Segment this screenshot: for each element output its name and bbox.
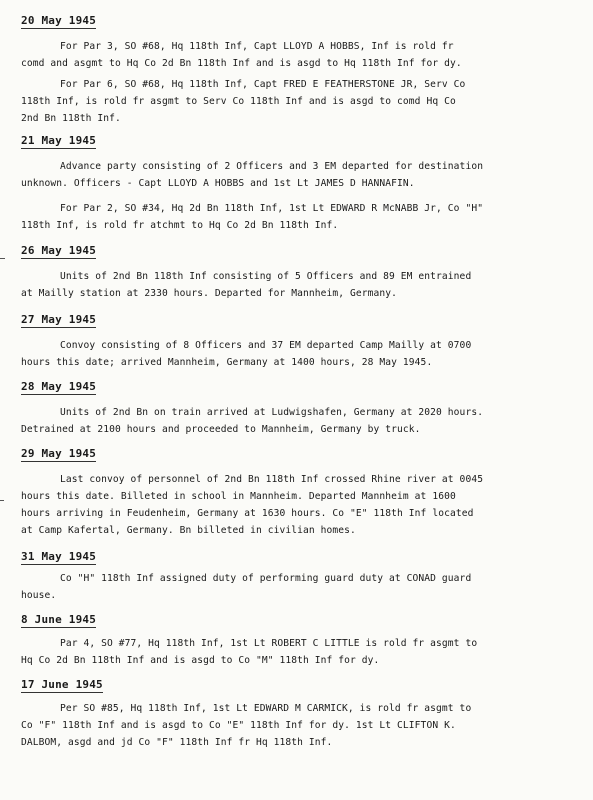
- paragraph-line: at Mailly station at 2330 hours. Departed for Mannheim, Germany.: [21, 288, 398, 299]
- scan-mark: [0, 500, 4, 501]
- entry-date: 20 May 1945: [21, 14, 97, 27]
- paragraph-line: hours this date. Billeted in school in Mannheim. Departed Mannheim at 1600: [21, 491, 456, 502]
- paragraph-line: comd and asgmt to Hq Co 2d Bn 118th Inf and is asgd to Hq 118th Inf for dy.: [21, 58, 462, 69]
- entry-date: 17 June 1945: [21, 678, 103, 691]
- entry-paragraph: [21, 158, 576, 192]
- entry-paragraph: [21, 635, 576, 669]
- paragraph-line: hours this date; arrived Mannheim, Germany at 1400 hours, 28 May 1945.: [21, 357, 433, 368]
- entry-date: 31 May 1945: [21, 550, 97, 563]
- paragraph-line: DALBOM, asgd and jd Co "F" 118th Inf fr Hq 118th Inf.: [21, 737, 333, 748]
- entry-date: 21 May 1945: [21, 134, 97, 147]
- entry-paragraph: [21, 471, 576, 539]
- paragraph-line: Units of 2nd Bn 118th Inf consisting of 5 Officers and 89 EM entrained: [60, 271, 472, 282]
- paragraph-line: Last convoy of personnel of 2nd Bn 118th Inf crossed Rhine river at 0045: [60, 474, 484, 485]
- entry-paragraph: [21, 200, 576, 234]
- paragraph-line: For Par 3, SO #68, Hq 118th Inf, Capt LLOYD A HOBBS, Inf is rold fr: [60, 41, 454, 52]
- paragraph-line: 118th Inf, is rold fr asgmt to Serv Co 118th Inf and is asgd to comd Hq Co: [21, 96, 456, 107]
- paragraph-line: Par 4, SO #77, Hq 118th Inf, 1st Lt ROBERT C LITTLE is rold fr asgmt to: [60, 638, 478, 649]
- paragraph-line: For Par 2, SO #34, Hq 2d Bn 118th Inf, 1st Lt EDWARD R McNABB Jr, Co "H": [60, 203, 484, 214]
- paragraph-line: hours arriving in Feudenheim, Germany at 1630 hours. Co "E" 118th Inf located: [21, 508, 474, 519]
- paragraph-line: Detrained at 2100 hours and proceeded to Mannheim, Germany by truck.: [21, 424, 421, 435]
- scan-mark: [0, 258, 5, 259]
- paragraph-line: Co "F" 118th Inf and is asgd to Co "E" 118th Inf for dy. 1st Lt CLIFTON K.: [21, 720, 456, 731]
- entry-paragraph: [21, 337, 576, 371]
- entry-paragraph: [21, 76, 576, 127]
- paragraph-line: 118th Inf, is rold fr atchmt to Hq Co 2d Bn 118th Inf.: [21, 220, 339, 231]
- entry-paragraph: [21, 404, 576, 438]
- entry-date: 27 May 1945: [21, 313, 97, 326]
- entry-date: 8 June 1945: [21, 613, 97, 626]
- entry-paragraph: [21, 700, 576, 751]
- entry-paragraph: [21, 268, 576, 302]
- entry-paragraph: [21, 570, 576, 604]
- entry-paragraph: [21, 38, 576, 72]
- paragraph-line: Units of 2nd Bn on train arrived at Ludwigshafen, Germany at 2020 hours.: [60, 407, 484, 418]
- entry-date: 26 May 1945: [21, 244, 97, 257]
- entry-date: 28 May 1945: [21, 380, 97, 393]
- paragraph-line: For Par 6, SO #68, Hq 118th Inf, Capt FRED E FEATHERSTONE JR, Serv Co: [60, 79, 466, 90]
- paragraph-line: Advance party consisting of 2 Officers and 3 EM departed for destination: [60, 161, 484, 172]
- paragraph-line: Per SO #85, Hq 118th Inf, 1st Lt EDWARD M CARMICK, is rold fr asgmt to: [60, 703, 472, 714]
- paragraph-line: Hq Co 2d Bn 118th Inf and is asgd to Co "M" 118th Inf for dy.: [21, 655, 380, 666]
- paragraph-line: Co "H" 118th Inf assigned duty of performing guard duty at CONAD guard: [60, 573, 472, 584]
- paragraph-line: house.: [21, 590, 57, 601]
- entry-date: 29 May 1945: [21, 447, 97, 460]
- paragraph-line: 2nd Bn 118th Inf.: [21, 113, 121, 124]
- paragraph-line: at Camp Kafertal, Germany. Bn billeted in civilian homes.: [21, 525, 356, 536]
- paragraph-line: unknown. Officers - Capt LLOYD A HOBBS and 1st Lt JAMES D HANNAFIN.: [21, 178, 415, 189]
- paragraph-line: Convoy consisting of 8 Officers and 37 EM departed Camp Mailly at 0700: [60, 340, 472, 351]
